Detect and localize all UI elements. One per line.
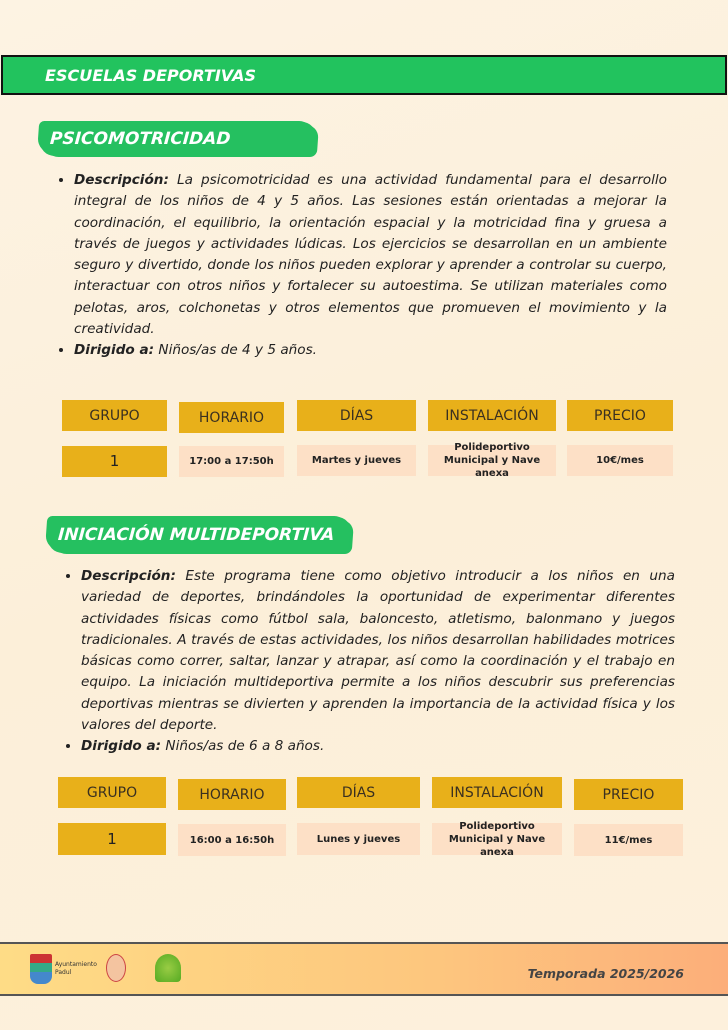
desc-text: La psicomotricidad es una actividad fundamental para el desarrollo integral de los niños de 4 y 5 años. Las sesiones están orientadas a mejorar la coordinación, el equilibrio, la orientación espacial y la motricidad fina y gruesa a través de juegos y actividades lúdicas. Los ejercicios se desarrollan en un ambiente seguro y divertido, donde los niños pueden explorar y aprender a controlar su cuerpo, interactuar con otros niños y fortalecer su autoestima. Se utilizan materiales como pelotas, aros, colchonetas y otros elementos que promueven el movimiento y la creatividad. <box>74 172 667 338</box>
col-header: DÍAS <box>297 777 420 808</box>
cell-grupo: 1 <box>62 446 167 477</box>
col-header: HORARIO <box>178 779 286 810</box>
description-multideportiva <box>69 566 675 758</box>
col-header: DÍAS <box>297 400 416 431</box>
cell-precio: 11€/mes <box>574 824 683 856</box>
col-header: GRUPO <box>58 777 166 808</box>
target-label: Dirigido a: <box>81 738 162 755</box>
col-header: INSTALACIÓN <box>428 400 556 431</box>
col-header: PRECIO <box>567 400 673 431</box>
section-title-psicomotricidad: PSICOMOTRICIDAD <box>39 122 316 156</box>
desc-text: Este programa tiene como objetivo introducir a los niños en una variedad de deportes, brindándoles la oportunidad de experimentar diferentes actividades físicas como fútbol sala, baloncesto, atletismo, balonmano y juegos tradicionales. A través de estas actividades, los niños desarrollan habilidades motrices básicas como correr, saltar, lanzar y atrapar, así como la coordinación y el trabajo en equipo. La iniciación multideportiva permite a los niños descubrir sus preferencias deportivas mientras se divierten y aprenden la importancia de la actividad física y los valores del deporte. <box>81 568 675 734</box>
desc-label: Descripción: <box>81 568 176 584</box>
cell-horario: 17:00 a 17:50h <box>179 446 284 477</box>
section-title-multideportiva: INICIACIÓN MULTIDEPORTIVA <box>47 517 352 553</box>
ayuntamiento-logo <box>30 954 52 984</box>
target-label: Dirigido a: <box>74 342 155 359</box>
target-text: Niños/as de 6 a 8 años. <box>161 738 325 755</box>
cell-horario: 16:00 a 16:50h <box>178 824 286 856</box>
cell-grupo: 1 <box>58 823 166 855</box>
desc-label: Descripción: <box>74 172 169 188</box>
cell-instalacion: Polideportivo Municipal y Nave anexa <box>432 823 562 855</box>
padul-tree-logo <box>155 954 181 982</box>
col-header: GRUPO <box>62 400 167 431</box>
cell-precio: 10€/mes <box>567 445 673 476</box>
col-header: PRECIO <box>574 779 683 810</box>
ayuntamiento-logo-text: Ayuntamiento Padul <box>55 961 97 976</box>
target-text: Niños/as de 4 y 5 años. <box>154 342 317 359</box>
cell-dias: Lunes y jueves <box>297 823 420 855</box>
footer <box>0 942 728 996</box>
col-header: INSTALACIÓN <box>432 777 562 808</box>
cell-instalacion: Polideportivo Municipal y Nave anexa <box>428 445 556 476</box>
concejalia-deportes-logo <box>106 954 126 982</box>
cell-dias: Martes y jueves <box>297 445 416 476</box>
header-bar <box>1 55 727 95</box>
season-label: Temporada 2025/2026 <box>527 966 684 981</box>
description-psicomotricidad <box>62 170 667 362</box>
col-header: HORARIO <box>179 402 284 433</box>
header-title: ESCUELAS DEPORTIVAS <box>45 66 256 85</box>
